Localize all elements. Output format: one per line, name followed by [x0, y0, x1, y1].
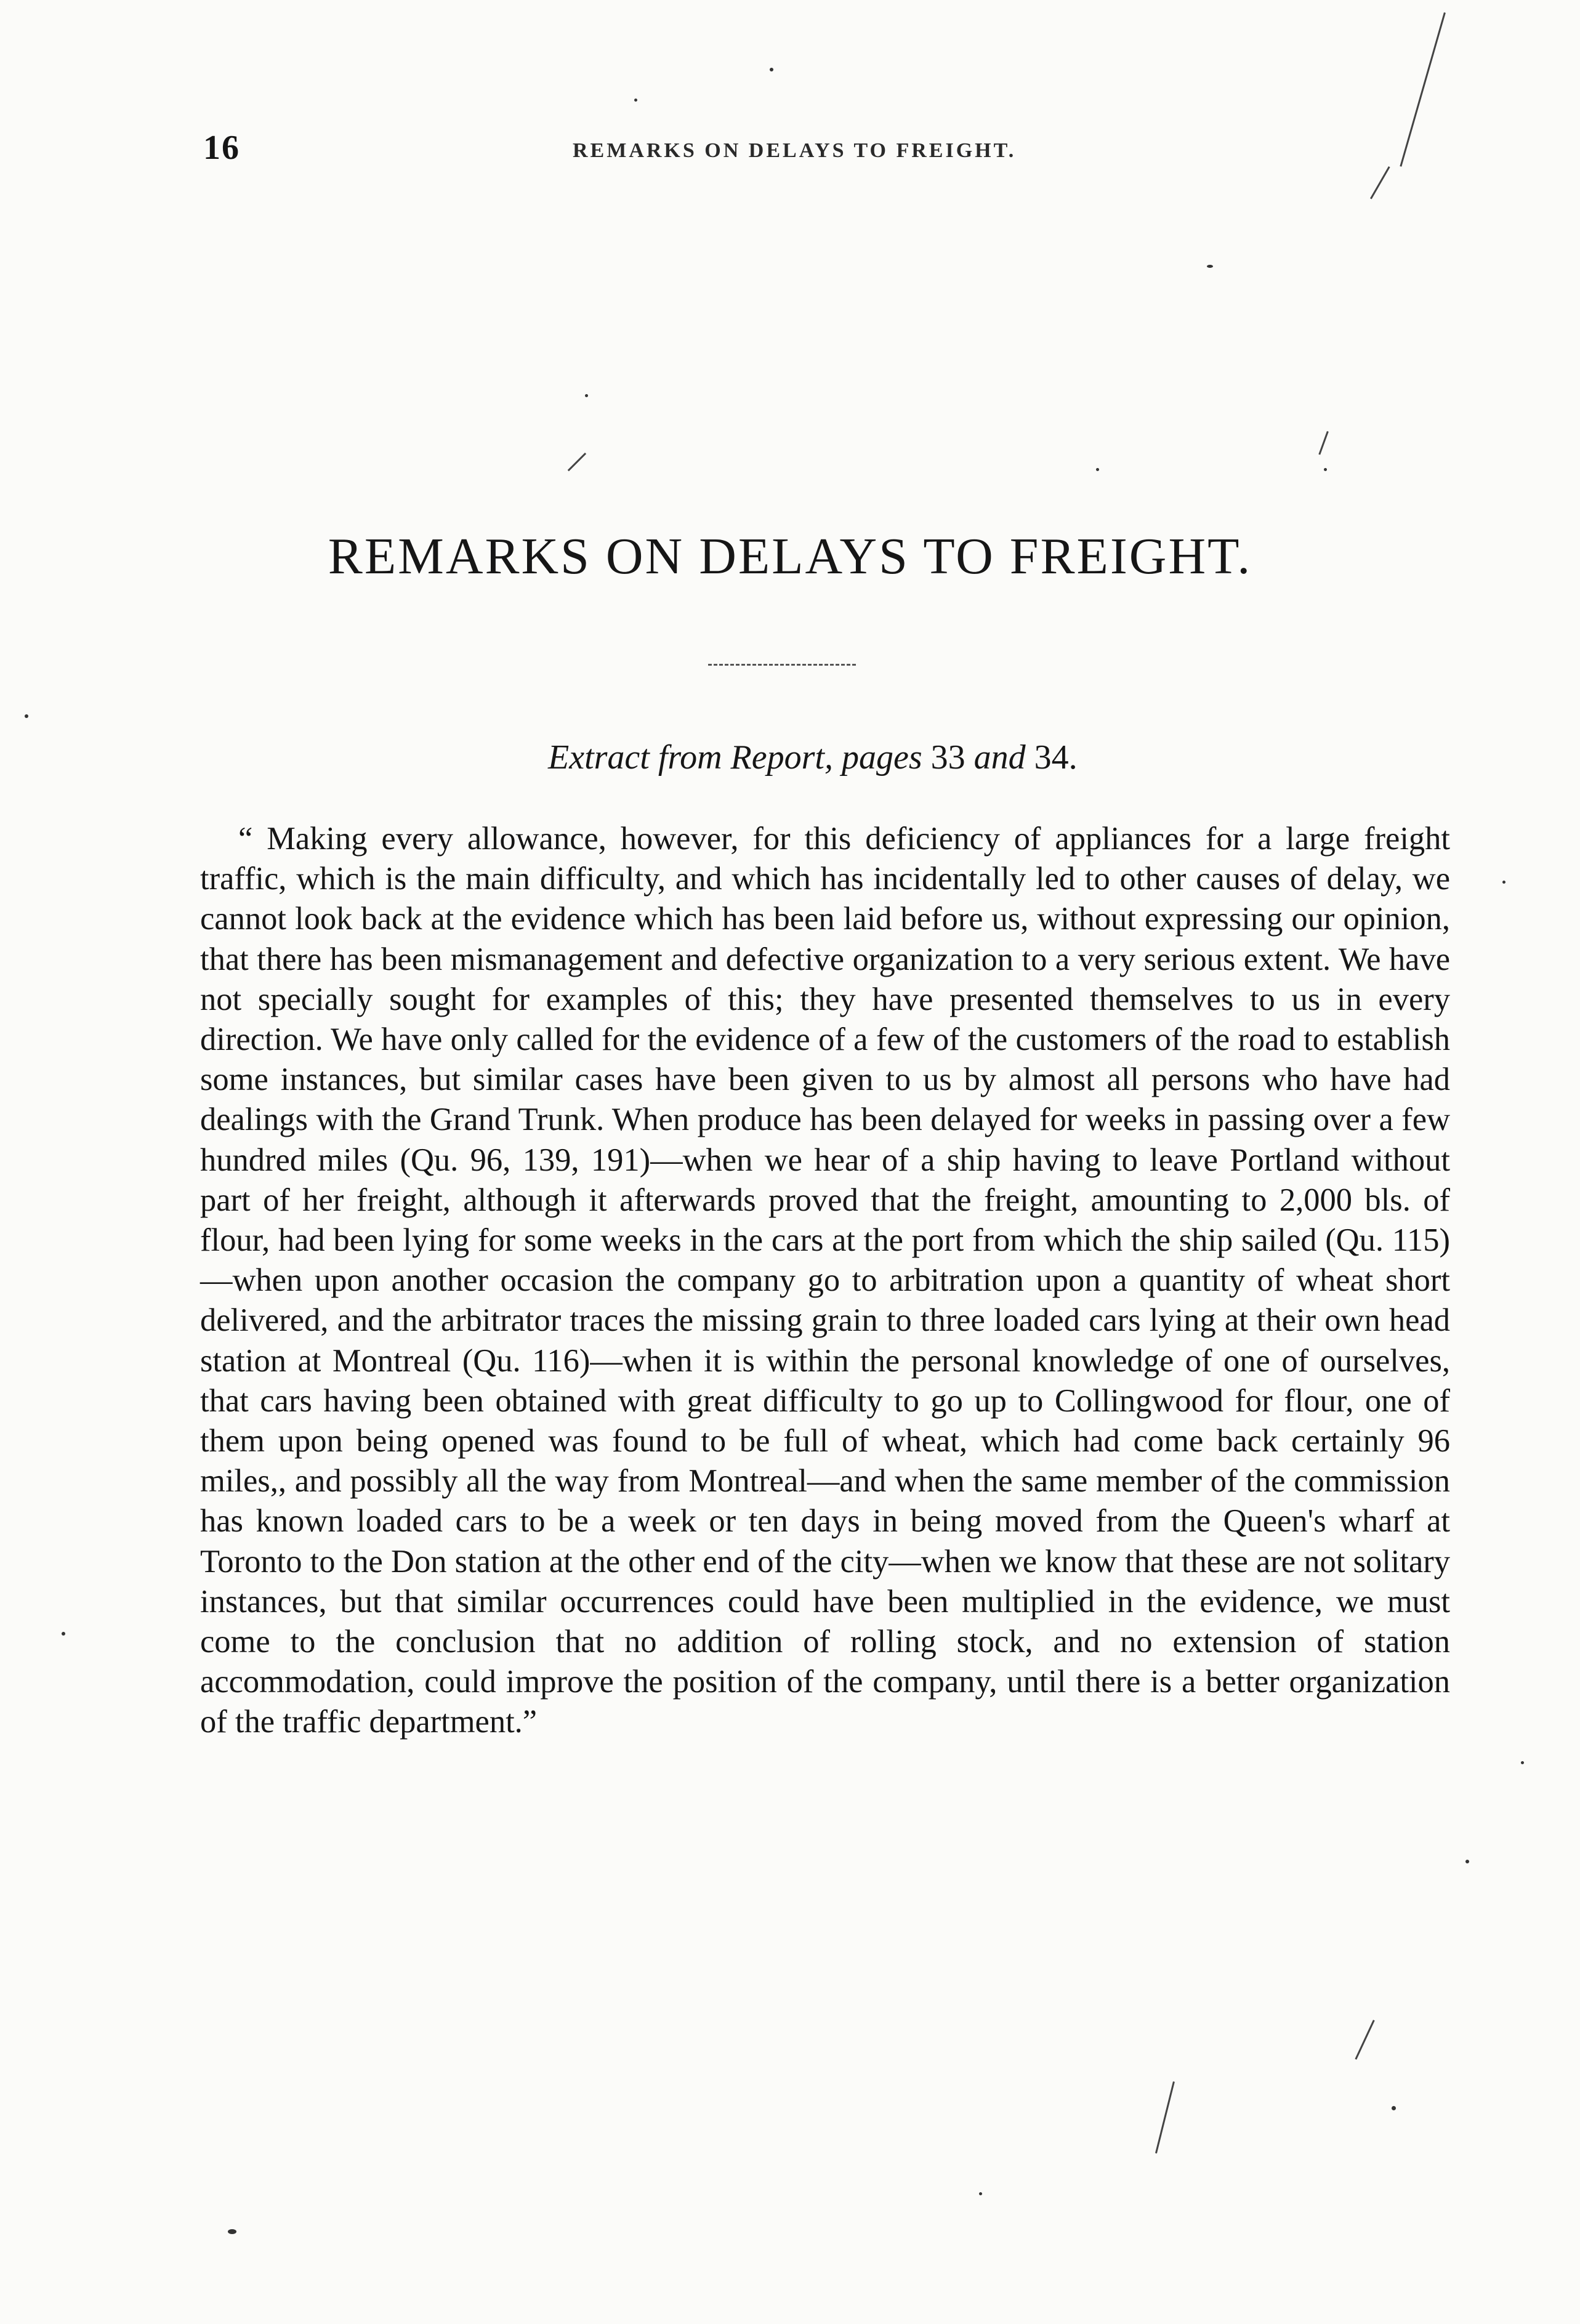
- scan-speck: [1324, 468, 1327, 471]
- scan-speck: [62, 1632, 65, 1636]
- extract-source: Report: [730, 738, 824, 777]
- scan-speck: [1392, 2106, 1396, 2110]
- scan-stroke: [1155, 2081, 1175, 2153]
- page-number: 16: [203, 129, 240, 167]
- extract-first-page: 33: [930, 738, 965, 777]
- extract-conjunction: and: [973, 738, 1026, 777]
- title-divider: [708, 664, 856, 666]
- extract-caption: [548, 738, 1078, 777]
- scan-speck: [770, 68, 773, 71]
- scan-speck: [979, 2192, 982, 2195]
- page-title: REMARKS ON DELAYS TO FREIGHT.: [328, 528, 1252, 585]
- scan-speck: [1207, 265, 1213, 268]
- scan-speck: [228, 2229, 236, 2234]
- scan-speck: [25, 714, 28, 718]
- scan-speck: [1465, 1860, 1469, 1863]
- running-title: REMARKS ON DELAYS TO FREIGHT.: [573, 139, 1017, 162]
- running-header: [203, 128, 1429, 177]
- extract-pages-label: , pages: [824, 738, 922, 777]
- scan-speck: [1502, 881, 1505, 884]
- scan-stroke: [1355, 2020, 1374, 2060]
- scan-speck: [634, 99, 637, 102]
- scan-stroke: [1318, 431, 1329, 455]
- extract-label: Extract from: [548, 738, 722, 777]
- scan-stroke: [568, 453, 586, 471]
- extract-last-page: 34.: [1034, 738, 1078, 777]
- scan-speck: [1096, 468, 1099, 471]
- quoted-extract-paragraph: “ Making every allowance, however, for this deficiency of appliances for a large freight traffic, which is the main difficulty, and which has incidentally led to other causes of delay, we cannot look back at the evidence which has been laid before us, without expressing our opinion, that there has been mismanagement and defective organization to a very serious extent. We have not specially sought for examples of this; they have presented themselves to us in every direction. We have only called for the evidence of a few of the customers of the road to establish some instances, but similar cases have been given to us by almost all persons who have had dealings with the Grand Trunk. When produce has been delayed for weeks in passing over a few hundred miles (Qu. 96, 139, 191)—when we hear of a ship having to leave Portland without part of her freight, although it afterwards proved that the freight, amounting to 2,000 bls. of flour, had been lying for some weeks in the cars at the port from which the ship sailed (Qu. 115)—when upon another occasion the company go to arbitration upon a quantity of wheat short delivered, and the arbitrator traces the missing grain to three loaded cars lying at their own head station at Montreal (Qu. 116)—when it is within the personal knowledge of one of ourselves, that cars having been obtained with great difficulty to go up to Collingwood for flour, one of them upon being opened was found to be full of wheat, which had come back certainly 96 miles,, and possibly all the way from Montreal—and when the same member of the commission has known loaded cars to be a week or ten days in being moved from the Queen's wharf at Toronto to the Don station at the other end of the city—when we know that these are not solitary instances, but that similar occurrences could have been multiplied in the evidence, we must come to the conclusion that no addition of rolling stock, and no extension of station accommodation, could improve the position of the company, until there is a better organization of the traffic department.”: [200, 821, 1450, 1740]
- scan-speck: [585, 394, 588, 397]
- scan-speck: [1521, 1761, 1524, 1764]
